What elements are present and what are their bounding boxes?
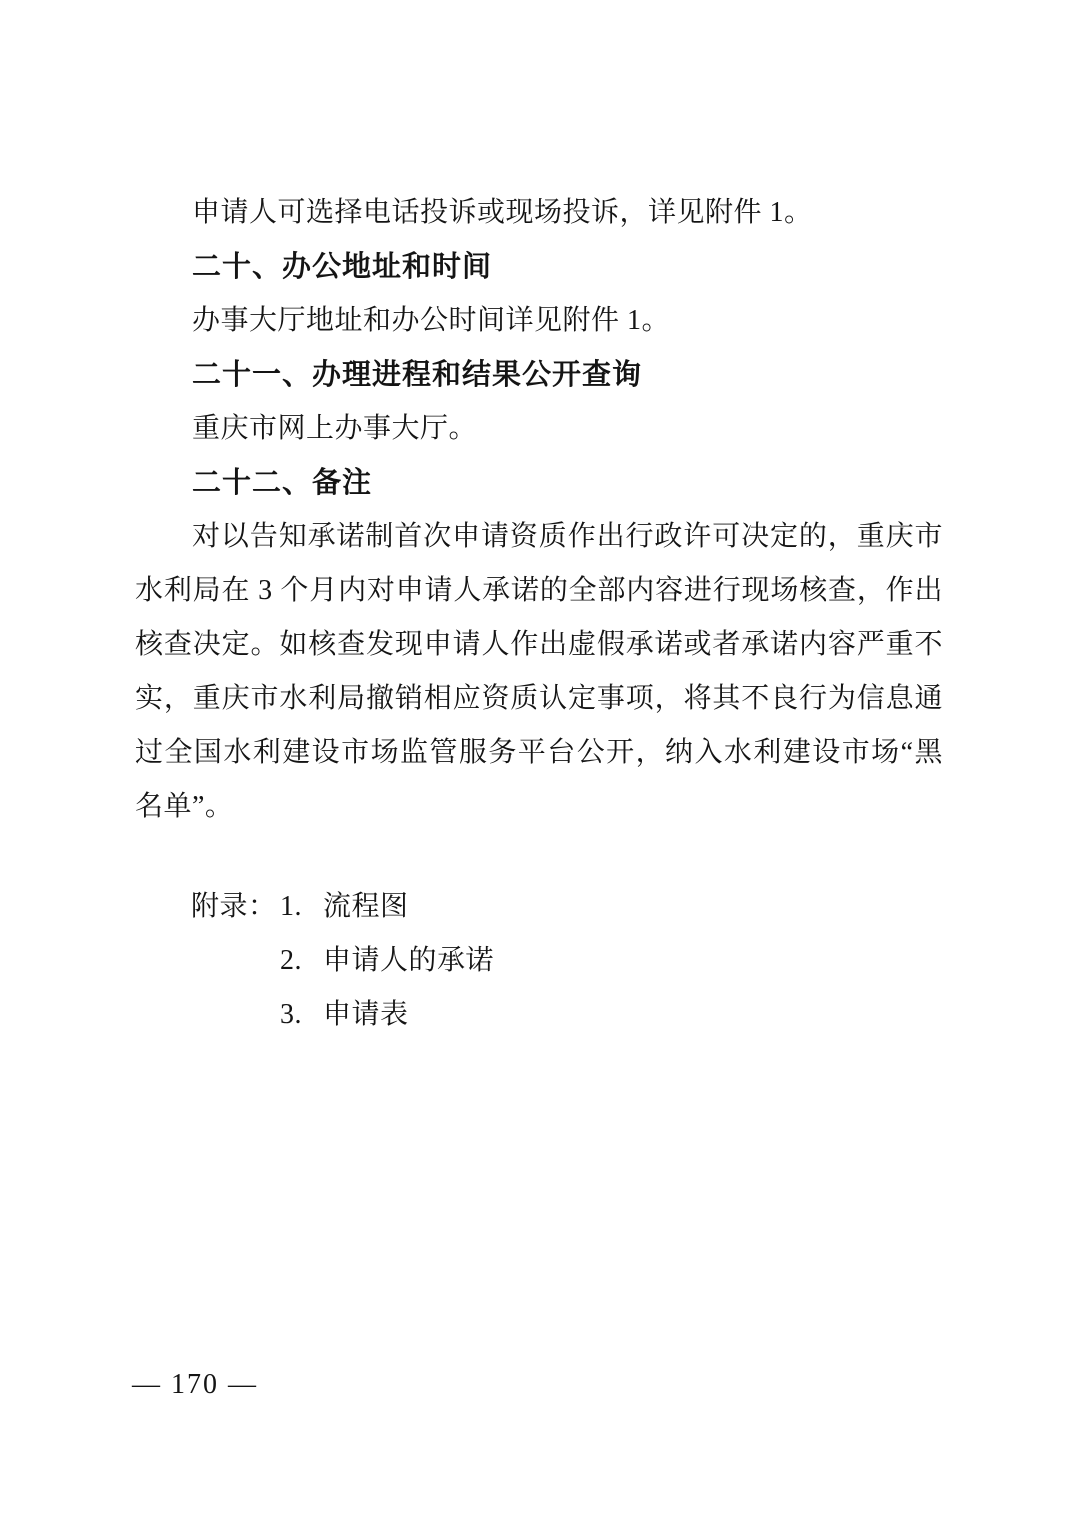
appendix-label: 附录：: [191, 891, 277, 922]
section-22-paragraph-line: 核查决定。如核查发现申请人作出虚假承诺或者承诺内容严重不: [135, 629, 943, 660]
appendix-item-text: 申请表: [323, 999, 409, 1030]
appendix-item-text: 申请人的承诺: [323, 945, 495, 976]
section-20-body: 办事大厅地址和办公时间详见附件 1。: [192, 305, 671, 336]
appendix-row: [135, 934, 943, 988]
section-22-paragraph-line: 实，重庆市水利局撤销相应资质认定事项，将其不良行为信息通: [135, 683, 943, 714]
section-20-heading: 二十、办公地址和时间: [192, 251, 493, 283]
appendix-item-number: 2.: [280, 945, 302, 976]
section-22-paragraph-line: 水利局在 3 个月内对申请人承诺的全部内容进行现场核查，作出: [135, 575, 943, 606]
section-22-paragraph-line: 对以告知承诺制首次申请资质作出行政许可决定的，重庆市: [192, 521, 943, 552]
appendix-item-number: 1.: [280, 891, 302, 922]
document-content: [135, 186, 943, 1042]
appendix-row: [135, 880, 943, 934]
appendix-row: [135, 988, 943, 1042]
intro-line: 申请人可选择电话投诉或现场投诉，详见附件 1。: [192, 197, 813, 228]
section-22-paragraph-line: 过全国水利建设市场监管服务平台公开，纳入水利建设市场“黑: [135, 737, 943, 768]
blank-line: [135, 834, 943, 880]
section-22-heading: 二十二、备注: [192, 467, 373, 499]
appendix-item-number: 3.: [280, 999, 302, 1030]
page-number: — 170 —: [132, 1369, 258, 1400]
section-21-heading: 二十一、办理进程和结果公开查询: [192, 359, 643, 391]
appendix-item-text: 流程图: [323, 891, 409, 922]
section-21-body: 重庆市网上办事大厅。: [192, 413, 478, 444]
section-22-paragraph-line: 名单”。: [135, 791, 234, 822]
